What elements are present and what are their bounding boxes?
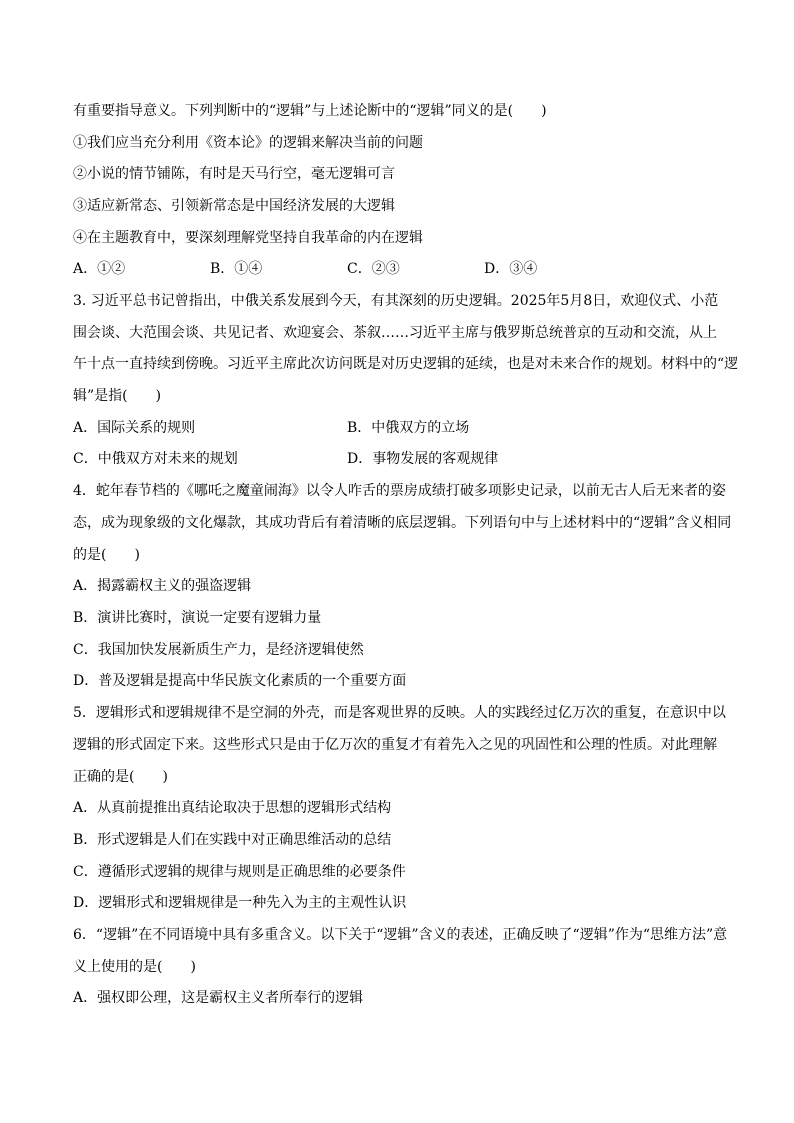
q2-item-4: ④在主题教育中，要深刻理解党坚持自我革命的内在逻辑 <box>73 230 423 246</box>
q2-stem: 有重要指导意义。下列判断中的“逻辑”与上述论断中的“逻辑”同义的是( ) <box>73 103 547 119</box>
q5-option-c: C．遵循形式逻辑的规律与规则是正确思维的必要条件 <box>73 864 406 880</box>
q2-option-a: A．①② <box>73 261 126 277</box>
q3-option-c: C．中俄双方对未来的规划 <box>73 451 238 467</box>
q4-stem-line-3: 的是( ) <box>73 547 140 563</box>
q4-stem-line-1: 4．蛇年春节档的《哪吒之魔童闹海》以令人咋舌的票房成绩打破多项影史记录，以前无古人后无来者的姿 <box>73 483 726 499</box>
q3-option-b: B．中俄双方的立场 <box>347 420 470 436</box>
q5-option-a: A．从真前提推出真结论取决于思想的逻辑形式结构 <box>73 800 392 816</box>
q2-item-3: ③适应新常态、引领新常态是中国经济发展的大逻辑 <box>73 198 395 214</box>
q5-option-b: B．形式逻辑是人们在实践中对正确思维活动的总结 <box>73 832 392 848</box>
q5-stem-line-3: 正确的是( ) <box>73 769 168 785</box>
q6-stem-line-1: 6．“逻辑”在不同语境中具有多重含义。以下关于“逻辑”含义的表述，正确反映了“逻辑”作为“思维方法”意 <box>73 927 728 943</box>
q2-options <box>73 259 621 279</box>
q3-options-row-2 <box>73 449 621 469</box>
q4-option-a: A．揭露霸权主义的强盗逻辑 <box>73 578 252 594</box>
q3-stem-line-4: 辑”是指( ) <box>73 388 162 404</box>
q2-item-2: ②小说的情节铺陈，有时是天马行空，毫无逻辑可言 <box>73 166 395 182</box>
q3-stem-line-1: 3. 习近平总书记曾指出，中俄关系发展到今天，有其深刻的历史逻辑。2025年5月8日，欢迎仪式、小范 <box>73 293 719 309</box>
q3-option-a: A．国际关系的规则 <box>73 420 196 436</box>
q2-item-1: ①我们应当充分利用《资本论》的逻辑来解决当前的问题 <box>73 135 423 151</box>
q3-option-d: D．事物发展的客观规律 <box>347 451 499 467</box>
q5-stem-line-2: 逻辑的形式固定下来。这些形式只是由于亿万次的重复才有着先入之见的巩固性和公理的性质。对此理解 <box>73 737 717 753</box>
q5-stem-line-1: 5．逻辑形式和逻辑规律不是空洞的外壳，而是客观世界的反映。人的实践经过亿万次的重复，在意识中以 <box>73 705 726 721</box>
q2-option-c: C．②③ <box>347 261 400 277</box>
q6-stem-line-2: 义上使用的是( ) <box>73 959 196 975</box>
q2-option-b: B．①④ <box>210 261 263 277</box>
q5-option-d: D．逻辑形式和逻辑规律是一种先入为主的主观性认识 <box>73 895 407 911</box>
q3-options-row-1 <box>73 418 621 438</box>
q4-option-c: C．我国加快发展新质生产力，是经济逻辑使然 <box>73 642 364 658</box>
q2-option-d: D．③④ <box>484 261 538 277</box>
q4-option-d: D．普及逻辑是提高中华民族文化素质的一个重要方面 <box>73 673 407 689</box>
q3-stem-line-2: 围会谈、大范围会谈、共见记者、欢迎宴会、茶叙……习近平主席与俄罗斯总统普京的互动和交流，从上 <box>73 325 717 341</box>
q6-option-a: A．强权即公理，这是霸权主义者所奉行的逻辑 <box>73 990 364 1006</box>
q3-stem-line-3: 午十点一直持续到傍晚。习近平主席此次访问既是对历史逻辑的延续，也是对未来合作的规划。材料中的“逻 <box>73 356 739 372</box>
q4-option-b: B．演讲比赛时，演说一定要有逻辑力量 <box>73 610 322 626</box>
q4-stem-line-2: 态，成为现象级的文化爆款，其成功背后有着清晰的底层逻辑。下列语句中与上述材料中的“逻辑”含义相同 <box>73 515 732 531</box>
